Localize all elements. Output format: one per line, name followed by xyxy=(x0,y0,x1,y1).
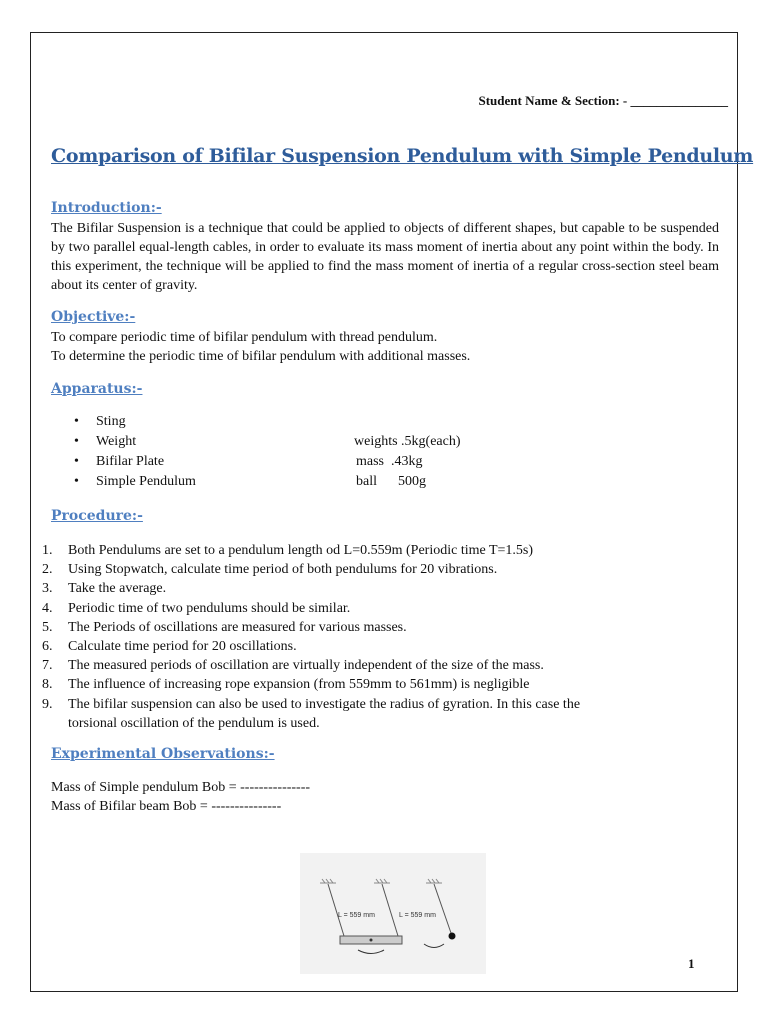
apparatus-item xyxy=(74,432,574,452)
introduction-heading: Introduction:- xyxy=(51,200,162,216)
procedure-step xyxy=(42,656,682,675)
procedure-step xyxy=(42,675,682,694)
observations-heading: Experimental Observations:- xyxy=(51,746,275,762)
step-text: Take the average. xyxy=(68,581,167,597)
simple-pendulum-string xyxy=(434,884,451,933)
procedure-step xyxy=(42,637,682,656)
step-text: Periodic time of two pendulums should be similar. xyxy=(68,600,351,616)
bifilar-string-left xyxy=(328,884,344,936)
introduction-text: The Bifilar Suspension is a technique that could be applied to objects of different shapes, but capable to be suspended by two parallel equal-length cables, in order to evaluate its mass moment of inertia about any point within the body. In this experiment, the technique will be applied to find the mass moment of inertia of a regular cross-section steel beam about its center of gravity. xyxy=(51,221,719,293)
step-number: 2. xyxy=(42,562,53,578)
objective-heading: Objective:- xyxy=(51,309,136,325)
step-text: Both Pendulums are set to a pendulum length od L=0.559m (Periodic time T=1.5s) xyxy=(68,543,534,558)
apparatus-name: Sting xyxy=(96,414,126,429)
ceiling-mounts xyxy=(320,879,442,883)
step-number: 8. xyxy=(42,677,53,693)
step-number: 5. xyxy=(42,619,53,635)
procedure-step xyxy=(42,560,682,579)
bullet-icon: • xyxy=(74,454,79,469)
procedure-step xyxy=(42,541,682,560)
step-text: Using Stopwatch, calculate time period of both pendulums for 20 vibrations. xyxy=(68,562,498,578)
pendulum-swing-arrow xyxy=(424,944,444,948)
step-number: 9. xyxy=(42,696,53,712)
step-number: 3. xyxy=(42,581,53,597)
step-text: The bifilar suspension can also be used to investigate the radius of gyration. In this case the torsional oscillation of the pendulum is used. xyxy=(68,696,581,731)
apparatus-name: Weight xyxy=(96,434,137,449)
apparatus-value: ball 500g xyxy=(356,474,426,489)
apparatus-name: Bifilar Plate xyxy=(96,454,165,469)
procedure-step xyxy=(42,695,628,733)
apparatus-heading: Apparatus:- xyxy=(51,381,143,397)
apparatus-item xyxy=(74,452,574,472)
bullet-icon: • xyxy=(74,414,79,429)
document-title: Comparison of Bifilar Suspension Pendulum with Simple Pendulum xyxy=(51,145,754,167)
apparatus-list xyxy=(74,412,574,492)
student-name-section: Student Name & Section: - _______________ xyxy=(478,93,728,108)
apparatus-item xyxy=(74,472,574,492)
step-text: The measured periods of oscillation are virtually independent of the size of the mass. xyxy=(68,658,544,674)
page-number: 1 xyxy=(688,956,695,971)
step-text: Calculate time period for 20 oscillations. xyxy=(68,639,297,655)
step-number: 7. xyxy=(42,658,53,674)
bullet-icon: • xyxy=(74,434,79,449)
length-label-right: L = 559 mm xyxy=(399,912,436,919)
apparatus-name: Simple Pendulum xyxy=(96,474,196,489)
step-text: The Periods of oscillations are measured for various masses. xyxy=(68,619,407,635)
step-number: 6. xyxy=(42,639,53,655)
procedure-step xyxy=(42,599,682,618)
pendulum-diagram-svg xyxy=(300,853,486,974)
bullet-icon: • xyxy=(74,474,79,489)
observation-line-1: Mass of Simple pendulum Bob = --------------- xyxy=(51,780,311,795)
length-label-left: L = 559 mm xyxy=(338,912,375,919)
apparatus-value: mass .43kg xyxy=(356,454,423,469)
objective-line-1: To compare periodic time of bifilar pendulum with thread pendulum. xyxy=(51,330,438,345)
step-number: 1. xyxy=(42,543,53,558)
apparatus-value: weights .5kg(each) xyxy=(354,434,461,449)
bifilar-string-right xyxy=(382,884,398,936)
beam-center-dot xyxy=(370,939,373,942)
procedure-step xyxy=(42,579,682,598)
step-text: The influence of increasing rope expansion (from 559mm to 561mm) is negligible xyxy=(68,677,530,693)
apparatus-item xyxy=(74,412,574,432)
procedure-list xyxy=(42,541,682,733)
pendulum-diagram xyxy=(300,853,486,974)
beam-swing-arrow xyxy=(358,950,384,954)
objective-line-2: To determine the periodic time of bifilar pendulum with additional masses. xyxy=(51,349,471,364)
pendulum-bob xyxy=(449,933,456,940)
step-number: 4. xyxy=(42,600,53,616)
procedure-heading: Procedure:- xyxy=(51,508,143,524)
procedure-step xyxy=(42,618,682,637)
observation-line-2: Mass of Bifilar beam Bob = --------------- xyxy=(51,799,282,814)
